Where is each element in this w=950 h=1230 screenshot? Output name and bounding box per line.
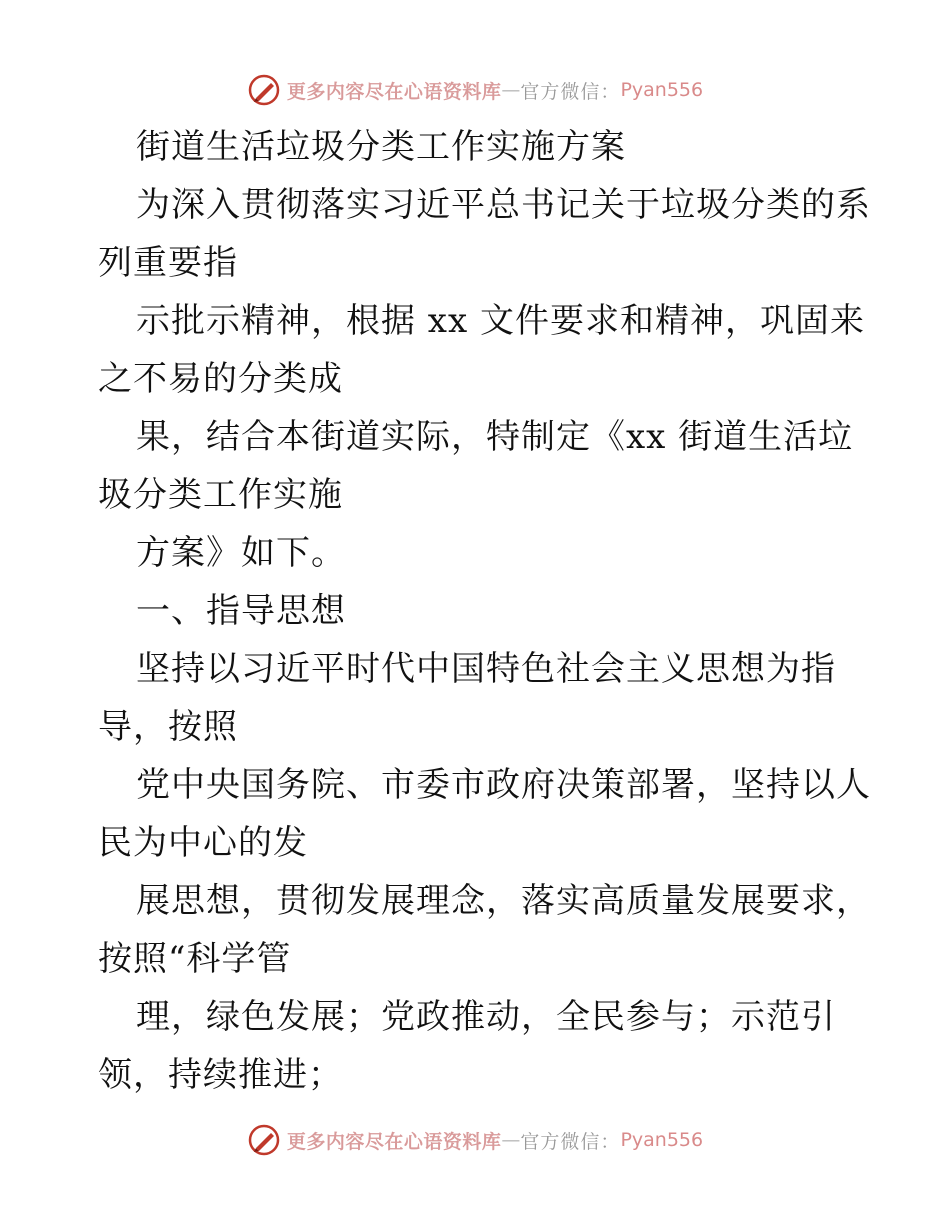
header-banner <box>0 70 950 110</box>
footer-banner <box>0 1120 950 1160</box>
text-line: 圾分类工作实施 <box>98 475 343 515</box>
text-line: 街道生活垃圾分类工作实施方案 <box>136 127 626 167</box>
banner-brand: 更多内容尽在心语资料库 <box>286 1130 502 1153</box>
banner-wechat-label: 官方微信： <box>520 80 621 103</box>
text-line: 之不易的分类成 <box>98 359 343 399</box>
pen-logo-icon <box>247 73 281 107</box>
text-line: 示批示精神，根据 xx 文件要求和精神，巩固来 <box>136 301 865 341</box>
document-body <box>98 118 871 1104</box>
banner-brand: 更多内容尽在心语资料库 <box>286 80 502 103</box>
text-line: 方案》如下。 <box>136 533 346 573</box>
text-line: 按照“科学管 <box>98 939 292 979</box>
text-line: 果，结合本街道实际，特制定《xx 街道生活垃 <box>136 417 854 457</box>
text-line: 民为中心的发 <box>98 823 308 863</box>
text-line: 列重要指 <box>98 243 238 283</box>
banner-separator: — <box>501 1129 521 1151</box>
text-line: 导，按照 <box>98 707 238 747</box>
text-line: 一、指导思想 <box>136 591 346 631</box>
banner-wechat-id: Pyan556 <box>620 1129 704 1151</box>
text-line: 坚持以习近平时代中国特色社会主义思想为指 <box>136 649 836 689</box>
banner-separator: — <box>501 79 521 101</box>
text-line: 为深入贯彻落实习近平总书记关于垃圾分类的系 <box>136 185 871 225</box>
pen-logo-icon <box>247 1123 281 1157</box>
text-line: 展思想，贯彻发展理念，落实高质量发展要求， <box>136 881 871 921</box>
text-line: 党中央国务院、市委市政府决策部署，坚持以人 <box>136 765 871 805</box>
banner-wechat-label: 官方微信： <box>520 1130 621 1153</box>
text-line: 领，持续推进； <box>98 1055 343 1095</box>
text-line: 理，绿色发展；党政推动，全民参与；示范引 <box>136 997 836 1037</box>
banner-wechat-id: Pyan556 <box>620 79 704 101</box>
